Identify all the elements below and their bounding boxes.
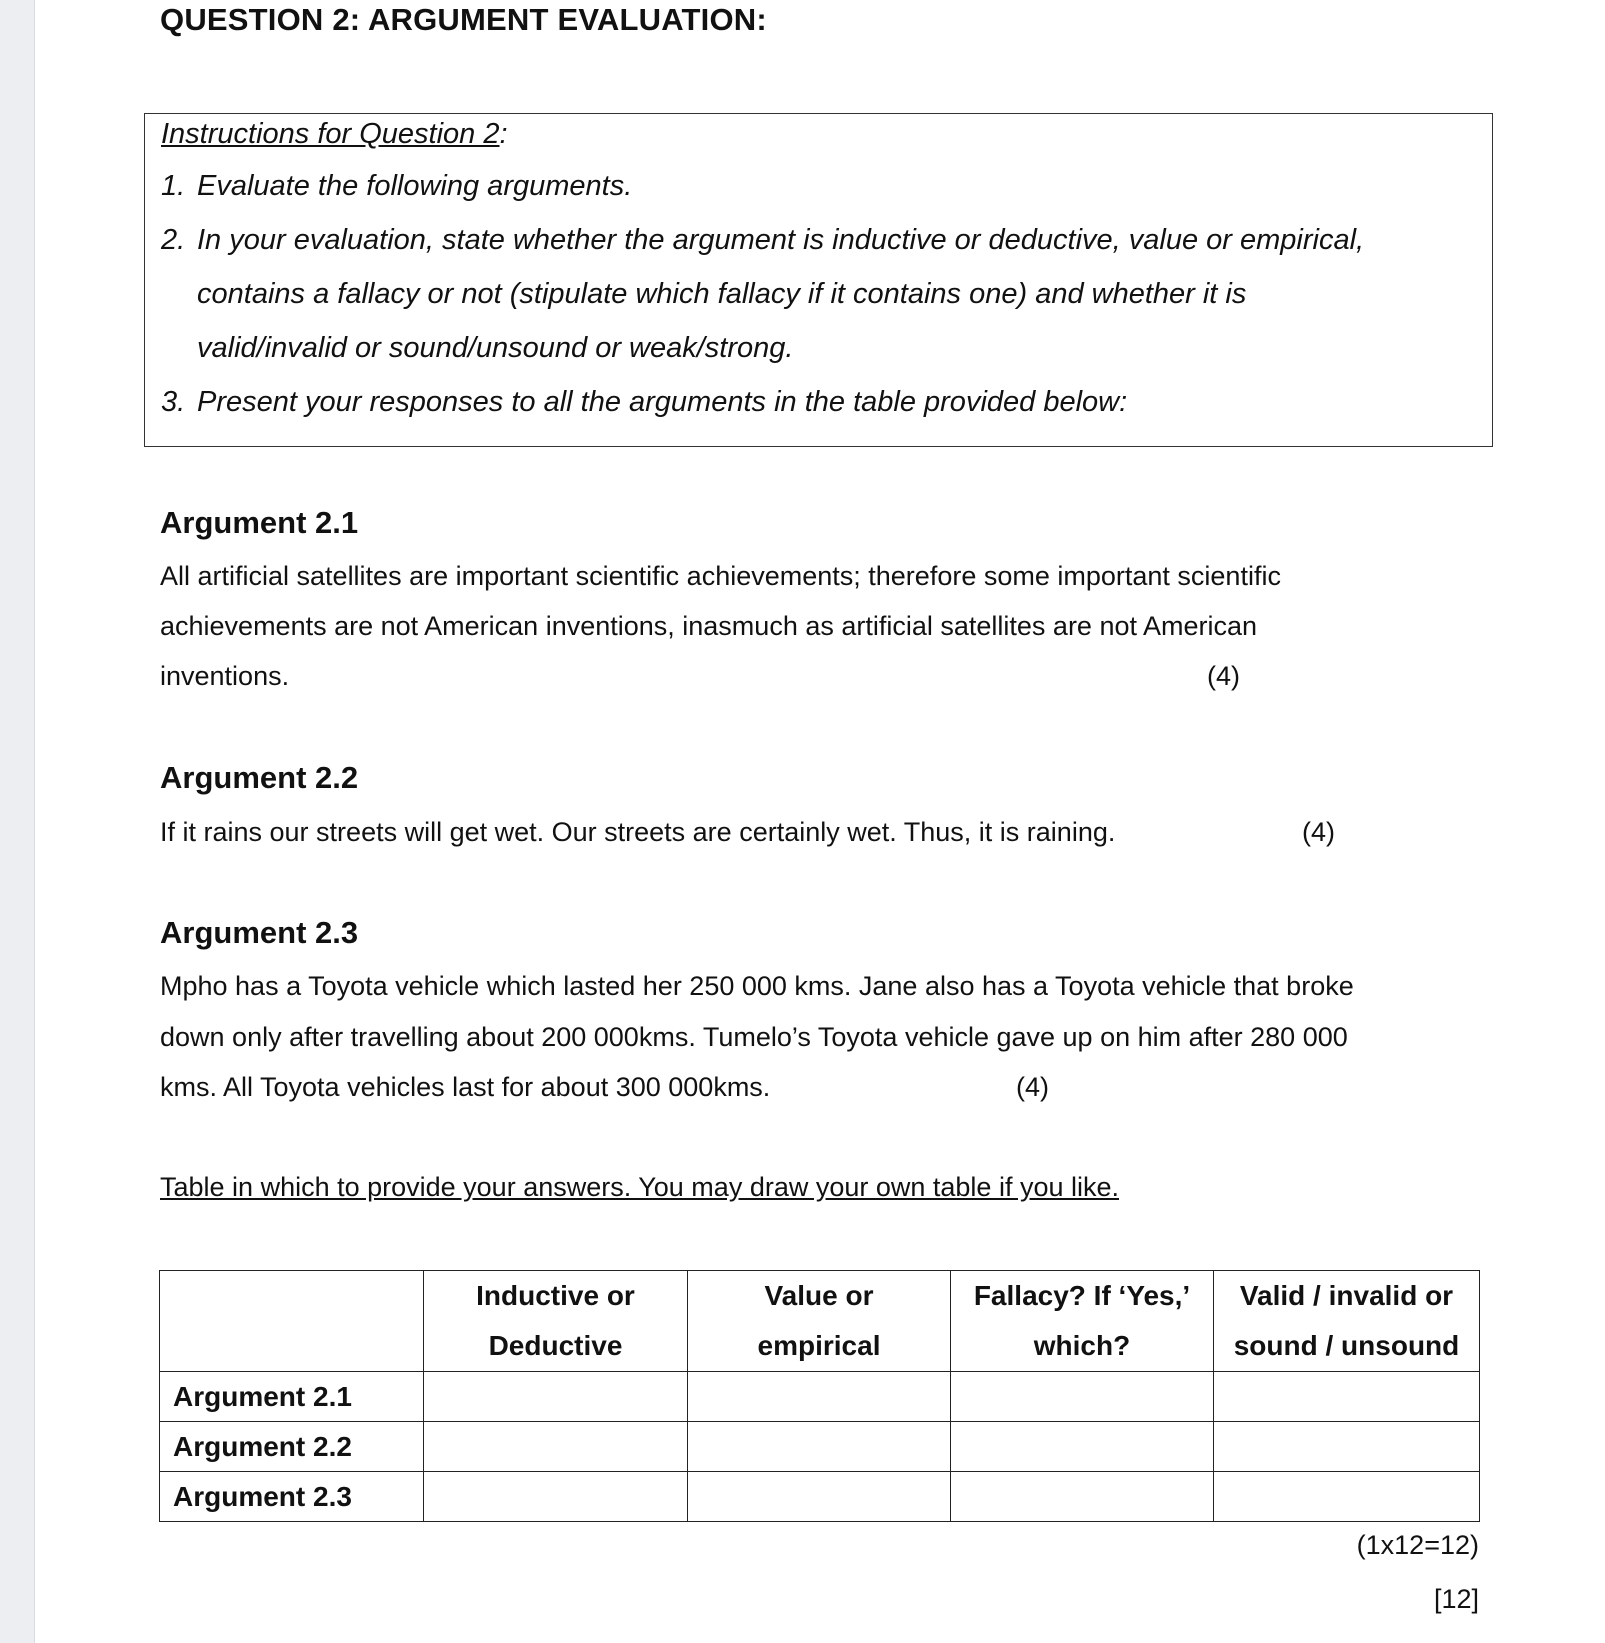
marks-formula: (1x12=12) <box>1356 1530 1479 1560</box>
argument-2-1-heading: Argument 2.1 <box>160 505 359 540</box>
answer-cell[interactable] <box>688 1472 951 1522</box>
answer-cell[interactable] <box>951 1422 1214 1472</box>
question-total: [12] <box>1433 1584 1479 1614</box>
table-row <box>160 1372 1480 1422</box>
instructions-heading: Instructions for Question 2: <box>161 118 508 150</box>
instruction-item-2-line-2: contains a fallacy or not (stipulate which fallacy if it contains one) and whether it is <box>197 278 1247 310</box>
instruction-item-2: 2. In your evaluation, state whether the argument is inductive or deductive, value or empirical, <box>161 224 1365 256</box>
table-row <box>160 1422 1480 1472</box>
row-label-argument-2-2: Argument 2.2 <box>160 1422 424 1472</box>
argument-2-2-marks: (4) <box>1302 817 1335 847</box>
answer-cell[interactable] <box>424 1372 688 1422</box>
argument-2-1-line-3: inventions. <box>160 661 290 691</box>
table-caption: Table in which to provide your answers. You may draw your own table if you like. <box>160 1172 1120 1202</box>
argument-2-3-line-1: Mpho has a Toyota vehicle which lasted her 250 000 kms. Jane also has a Toyota vehicle that broke <box>160 971 1354 1001</box>
row-label-argument-2-1: Argument 2.1 <box>160 1372 424 1422</box>
answer-cell[interactable] <box>951 1372 1214 1422</box>
argument-2-1-line-1: All artificial satellites are important scientific achievements; therefore some important scientific <box>160 561 1281 591</box>
answer-table <box>159 1270 1480 1522</box>
argument-2-2-heading: Argument 2.2 <box>160 760 359 795</box>
answer-cell[interactable] <box>688 1372 951 1422</box>
answer-cell[interactable] <box>688 1422 951 1472</box>
answer-cell[interactable] <box>1214 1422 1480 1472</box>
instructions-box <box>144 113 1493 447</box>
table-header-fallacy: Fallacy? If ‘Yes,’ which? <box>951 1271 1214 1372</box>
row-label-argument-2-3: Argument 2.3 <box>160 1472 424 1522</box>
answer-cell[interactable] <box>424 1422 688 1472</box>
table-header-value-empirical: Value or empirical <box>688 1271 951 1372</box>
instruction-item-3: 3. Present your responses to all the arguments in the table provided below: <box>161 386 1128 418</box>
answer-cell[interactable] <box>951 1472 1214 1522</box>
argument-2-3-heading: Argument 2.3 <box>160 915 359 950</box>
argument-2-2-line-1: If it rains our streets will get wet. Our streets are certainly wet. Thus, it is raining. <box>160 817 1116 847</box>
table-header-validity: Valid / invalid or sound / unsound <box>1214 1271 1480 1372</box>
argument-2-1-line-2: achievements are not American inventions, inasmuch as artificial satellites are not American <box>160 611 1258 641</box>
argument-2-3-marks: (4) <box>1016 1072 1049 1102</box>
page-title: QUESTION 2: ARGUMENT EVALUATION: <box>160 2 767 37</box>
answer-cell[interactable] <box>424 1472 688 1522</box>
table-header-row <box>160 1271 1480 1372</box>
argument-2-3-line-2: down only after travelling about 200 000kms. Tumelo’s Toyota vehicle gave up on him after 280 000 <box>160 1022 1348 1052</box>
argument-2-3-line-3: kms. All Toyota vehicles last for about 300 000kms. <box>160 1072 771 1102</box>
answer-cell[interactable] <box>1214 1472 1480 1522</box>
table-header-blank <box>160 1271 424 1372</box>
argument-2-1-marks: (4) <box>1207 661 1240 691</box>
instruction-item-1: 1. Evaluate the following arguments. <box>161 170 633 202</box>
answer-cell[interactable] <box>1214 1372 1480 1422</box>
table-header-inductive-deductive: Inductive or Deductive <box>424 1271 688 1372</box>
instruction-item-2-line-3: valid/invalid or sound/unsound or weak/strong. <box>197 332 794 364</box>
table-row <box>160 1472 1480 1522</box>
